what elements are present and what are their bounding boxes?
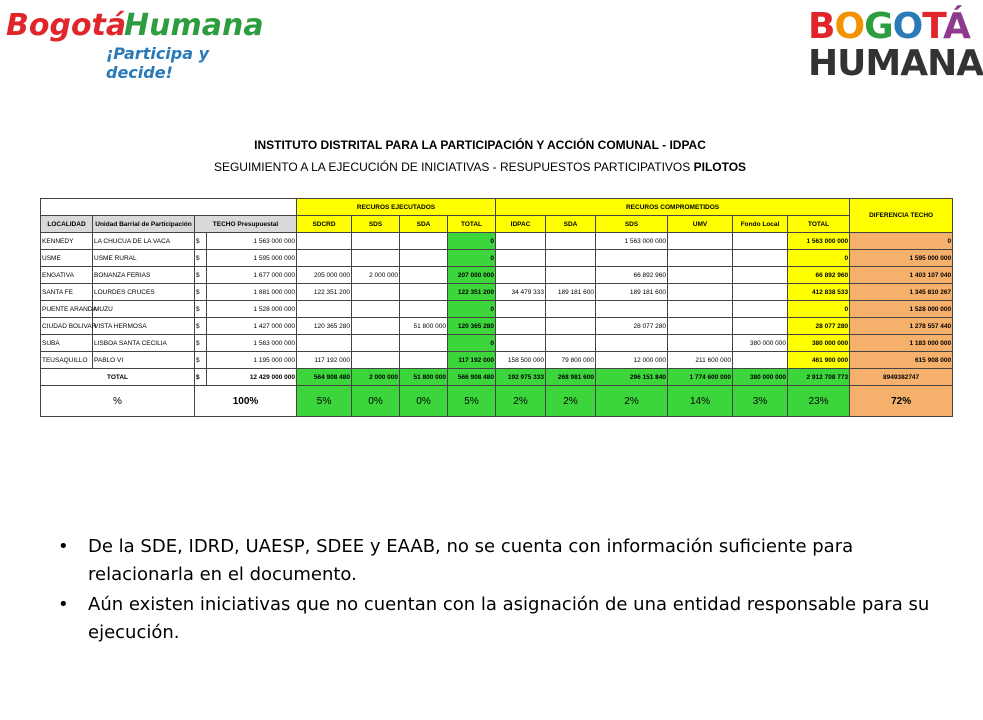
- table-cell: 51 800 000: [400, 318, 448, 335]
- table-cell: 0: [448, 301, 496, 318]
- notes-list: [58, 533, 938, 649]
- table-cell: [352, 318, 400, 335]
- table-cell: [546, 250, 596, 267]
- total-label: TOTAL: [41, 369, 195, 386]
- budget-table: [40, 198, 953, 417]
- table-cell: 1 563 000 000: [596, 233, 668, 250]
- table-cell: 211 600 000: [668, 352, 733, 369]
- bullet-dot-icon: •: [58, 594, 69, 615]
- table-cell: $: [195, 233, 207, 250]
- table-cell: 14%: [668, 386, 733, 417]
- table-cell: 207 000 000: [448, 267, 496, 284]
- table-cell: 122 351 200: [448, 284, 496, 301]
- table-cell: $: [195, 301, 207, 318]
- table-cell: [733, 267, 788, 284]
- table-cell: 0: [788, 301, 850, 318]
- table-cell: 0%: [352, 386, 400, 417]
- table-cell: 117 192 000: [297, 352, 352, 369]
- table-cell: 1 677 000 000: [207, 267, 297, 284]
- table-cell: 1 563 000 000: [207, 335, 297, 352]
- table-row: [41, 250, 953, 267]
- table-cell: [352, 352, 400, 369]
- table-row: [41, 352, 953, 369]
- table-cell: 2%: [546, 386, 596, 417]
- table-cell: [400, 284, 448, 301]
- table-cell: 615 908 000: [850, 352, 953, 369]
- table-cell: 189 181 600: [596, 284, 668, 301]
- table-cell: 1 345 810 267: [850, 284, 953, 301]
- table-cell: 205 000 000: [297, 267, 352, 284]
- page-subtitle: [0, 160, 960, 174]
- table-cell: 566 908 480: [448, 369, 496, 386]
- col-header: LOCALIDAD: [41, 216, 93, 233]
- table-cell: 28 077 280: [596, 318, 668, 335]
- table-row: [41, 233, 953, 250]
- table-cell: [546, 335, 596, 352]
- table-cell: 1 195 000 000: [207, 352, 297, 369]
- table-cell: [496, 301, 546, 318]
- table-cell: $: [195, 318, 207, 335]
- logo-letter: T: [922, 6, 943, 47]
- table-total-row: [41, 369, 953, 386]
- col-header: TOTAL: [448, 216, 496, 233]
- table-cell: 1 563 000 000: [788, 233, 850, 250]
- table-cell: 0%: [400, 386, 448, 417]
- table-cell: 380 000 000: [733, 369, 788, 386]
- logo-left-tagline: ¡Participa y decide!: [106, 44, 210, 82]
- col-header: UMV: [668, 216, 733, 233]
- table-cell: [733, 318, 788, 335]
- table-cell: 100%: [195, 386, 297, 417]
- table-row: [41, 267, 953, 284]
- page-title: INSTITUTO DISTRITAL PARA LA PARTICIPACIÓN Y ACCIÓN COMUNAL - IDPAC: [254, 138, 706, 152]
- table-cell: [596, 250, 668, 267]
- note-text: Aún existen iniciativas que no cuentan con la asignación de una entidad responsable para su ejecución.: [88, 594, 930, 643]
- table-cell: [733, 233, 788, 250]
- logo-letter: M: [865, 43, 901, 84]
- table-cell: 51 800 000: [400, 369, 448, 386]
- table-cell: 192 975 333: [496, 369, 546, 386]
- table-cell: MUZU: [93, 301, 195, 318]
- table-cell: [596, 335, 668, 352]
- table-cell: [352, 284, 400, 301]
- table-cell: [352, 250, 400, 267]
- table-cell: 0: [448, 250, 496, 267]
- table-cell: 66 892 960: [788, 267, 850, 284]
- col-header: SDA: [400, 216, 448, 233]
- table-cell: 0: [850, 233, 953, 250]
- table-cell: 461 900 000: [788, 352, 850, 369]
- table-cell: CIUDAD BOLIVAR: [41, 318, 93, 335]
- table-cell: TEUSAQUILLO: [41, 352, 93, 369]
- table-cell: 3%: [733, 386, 788, 417]
- table-cell: KENNEDY: [41, 233, 93, 250]
- note-text: De la SDE, IDRD, UAESP, SDEE y EAAB, no se cuenta con información suficiente para relacionarla en el documento.: [88, 536, 854, 585]
- table-cell: [733, 250, 788, 267]
- table-cell: [400, 250, 448, 267]
- logo-letter: O: [892, 6, 923, 47]
- table-cell: 1 881 000 000: [207, 284, 297, 301]
- table-column-header-row: [41, 216, 953, 233]
- table-cell: 8949382747: [850, 369, 953, 386]
- table-cell: [496, 335, 546, 352]
- table-cell: [733, 301, 788, 318]
- col-header: SDA: [546, 216, 596, 233]
- table-cell: PUENTE ARANDA: [41, 301, 93, 318]
- table-cell: 120 365 280: [297, 318, 352, 335]
- table-cell: VISTA HERMOSA: [93, 318, 195, 335]
- table-cell: [297, 335, 352, 352]
- table-cell: 1 183 000 000: [850, 335, 953, 352]
- logo-left-word-humana: Humana: [124, 8, 264, 43]
- table-group-header-row: [41, 199, 953, 216]
- table-cell: [668, 284, 733, 301]
- table-cell: [546, 233, 596, 250]
- table-cell: [668, 301, 733, 318]
- table-cell: [352, 335, 400, 352]
- logo-letter: A: [900, 43, 928, 84]
- col-header: TECHO Presupuestal: [195, 216, 297, 233]
- table-cell: 66 892 960: [596, 267, 668, 284]
- table-cell: 2%: [496, 386, 546, 417]
- table-cell: LA CHUCUA DE LA VACA: [93, 233, 195, 250]
- logo-letter: A: [956, 43, 983, 84]
- table-cell: [400, 352, 448, 369]
- table-cell: [297, 301, 352, 318]
- group-header-comprometidos: RECUROS COMPROMETIDOS: [496, 199, 850, 216]
- col-header: Fondo Local: [733, 216, 788, 233]
- table-cell: $: [195, 352, 207, 369]
- table-cell: [733, 352, 788, 369]
- col-header: SDS: [352, 216, 400, 233]
- table-cell: PABLO VI: [93, 352, 195, 369]
- table-cell: USME RURAL: [93, 250, 195, 267]
- col-header: SDS: [596, 216, 668, 233]
- table-cell: 0: [448, 233, 496, 250]
- table-cell: LOURDES CRUCES: [93, 284, 195, 301]
- table-cell: [668, 318, 733, 335]
- table-cell: [297, 250, 352, 267]
- table-cell: [400, 233, 448, 250]
- bogota-humana-logo-left: [6, 6, 268, 82]
- table-cell: [668, 250, 733, 267]
- logo-letter: N: [927, 43, 957, 84]
- table-row: [41, 301, 953, 318]
- table-cell: 1 403 107 040: [850, 267, 953, 284]
- table-cell: BONANZA FERIAS: [93, 267, 195, 284]
- table-cell: 189 181 600: [546, 284, 596, 301]
- table-cell: 2 000 000: [352, 267, 400, 284]
- table-row: [41, 335, 953, 352]
- table-cell: 1 427 000 000: [207, 318, 297, 335]
- table-cell: [352, 233, 400, 250]
- table-cell: [496, 250, 546, 267]
- table-cell: [496, 267, 546, 284]
- table-cell: 1 595 000 000: [850, 250, 953, 267]
- table-cell: 28 077 280: [788, 318, 850, 335]
- group-header-ejecutados: RECUROS EJECUTADOS: [297, 199, 496, 216]
- table-cell: 120 365 280: [448, 318, 496, 335]
- bogota-humana-logo-right: [808, 6, 983, 86]
- table-cell: $: [195, 335, 207, 352]
- table-cell: $: [195, 369, 207, 386]
- table-cell: 1 278 557 440: [850, 318, 953, 335]
- table-cell: 23%: [788, 386, 850, 417]
- table-cell: 2 912 708 773: [788, 369, 850, 386]
- note-item: [58, 591, 938, 647]
- subtitle-main: SEGUIMIENTO A LA EJECUCIÓN DE INICIATIVAS - RESUPUESTOS PARTICIPATIVOS: [213, 160, 694, 174]
- table-cell: 564 908 480: [297, 369, 352, 386]
- table-cell: 1 595 000 000: [207, 250, 297, 267]
- logo-letter: H: [808, 43, 838, 84]
- table-cell: 412 838 533: [788, 284, 850, 301]
- note-item: [58, 533, 938, 589]
- table-cell: 5%: [297, 386, 352, 417]
- table-cell: [668, 267, 733, 284]
- table-cell: 1 563 000 000: [207, 233, 297, 250]
- table-cell: 1 528 000 000: [850, 301, 953, 318]
- table-cell: $: [195, 267, 207, 284]
- table-cell: 0: [788, 250, 850, 267]
- table-cell: [546, 318, 596, 335]
- logo-letter: O: [834, 6, 865, 47]
- pct-label: %: [41, 386, 195, 417]
- table-cell: 5%: [448, 386, 496, 417]
- table-cell: [400, 335, 448, 352]
- table-cell: 0: [448, 335, 496, 352]
- table-cell: USME: [41, 250, 93, 267]
- logo-letter: B: [808, 6, 835, 47]
- table-cell: 158 500 000: [496, 352, 546, 369]
- table-cell: [546, 301, 596, 318]
- table-cell: 12 429 000 000: [207, 369, 297, 386]
- table-row: [41, 318, 953, 335]
- table-cell: 122 351 200: [297, 284, 352, 301]
- logo-left-word-bogota: Bogotá: [6, 8, 127, 43]
- col-header: TOTAL: [788, 216, 850, 233]
- table-cell: 380 000 000: [788, 335, 850, 352]
- table-row: [41, 284, 953, 301]
- col-header: SDCRD: [297, 216, 352, 233]
- table-cell: 12 000 000: [596, 352, 668, 369]
- table-cell: 34 479 333: [496, 284, 546, 301]
- table-cell: [352, 301, 400, 318]
- table-cell: ENGATIVA: [41, 267, 93, 284]
- logo-letter: U: [837, 43, 866, 84]
- logo-letter: Á: [943, 6, 970, 47]
- table-cell: LISBOA SANTA CECILIA: [93, 335, 195, 352]
- table-cell: [668, 233, 733, 250]
- col-header: Unidad Barrial de Participación: [93, 216, 195, 233]
- logo-right-line-bogota: [808, 6, 970, 47]
- col-header: IDPAC: [496, 216, 546, 233]
- table-cell: [400, 301, 448, 318]
- table-percent-row: [41, 386, 953, 417]
- table-cell: [496, 233, 546, 250]
- subtitle-bold: PILOTOS: [693, 160, 747, 174]
- logo-letter: G: [864, 6, 893, 47]
- table-cell: 117 192 000: [448, 352, 496, 369]
- table-cell: 2 000 000: [352, 369, 400, 386]
- table-cell: 79 800 000: [546, 352, 596, 369]
- table-cell: [297, 233, 352, 250]
- table-cell: $: [195, 284, 207, 301]
- table-cell: 72%: [850, 386, 953, 417]
- table-cell: 380 000 000: [733, 335, 788, 352]
- table-cell: [668, 335, 733, 352]
- bullet-dot-icon: •: [58, 536, 69, 557]
- table-cell: [596, 301, 668, 318]
- group-header-diferencia: DIFERENCIA TECHO: [850, 199, 953, 233]
- table-cell: SUBA: [41, 335, 93, 352]
- table-cell: [400, 267, 448, 284]
- table-cell: [546, 267, 596, 284]
- logo-right-line-humana: [808, 43, 983, 84]
- table-cell: $: [195, 250, 207, 267]
- table-cell: 296 151 840: [596, 369, 668, 386]
- table-cell: SANTA FE: [41, 284, 93, 301]
- empty-header-cell: [41, 199, 297, 216]
- table-cell: 1 528 000 000: [207, 301, 297, 318]
- table-cell: [733, 284, 788, 301]
- table-cell: 2%: [596, 386, 668, 417]
- table-cell: [496, 318, 546, 335]
- table-cell: 1 774 600 000: [668, 369, 733, 386]
- table-cell: 268 981 600: [546, 369, 596, 386]
